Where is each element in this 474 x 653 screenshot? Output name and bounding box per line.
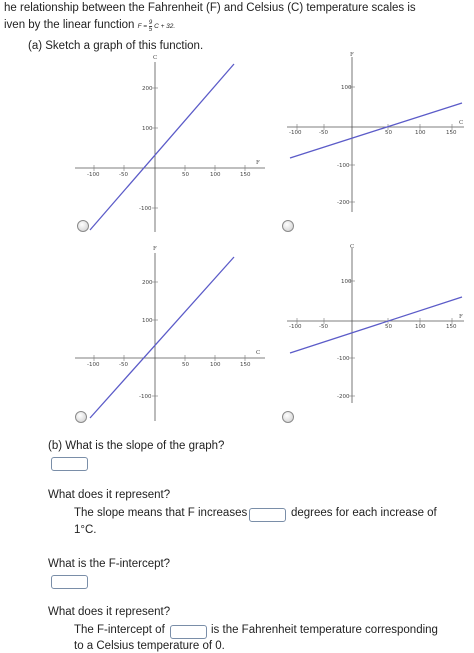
graph-1-xtick: -50	[119, 172, 128, 178]
graph-3-radio[interactable]	[75, 411, 87, 423]
slope-question: (b) What is the slope of the graph?	[48, 440, 225, 452]
graph-2-radio[interactable]	[282, 220, 294, 232]
graph-3-line	[90, 257, 234, 418]
graph-2-xtick: 100	[415, 130, 426, 136]
graph-2-xtick: -50	[319, 130, 328, 136]
graph-1-xtick: 50	[182, 172, 189, 178]
graph-3-y-label: F	[153, 246, 157, 252]
slope-explanation-pre: The slope means that F increases	[74, 507, 248, 519]
graph-4-xtick: 150	[446, 324, 457, 330]
graph-3-xtick: 150	[240, 362, 251, 368]
graph-3-xtick: 50	[182, 362, 189, 368]
graph-2-ytick: -200	[337, 200, 350, 206]
slope-unit: 1°C.	[74, 524, 97, 536]
graph-1-ytick: 200	[142, 86, 153, 92]
graph-4-xtick: 50	[385, 324, 392, 330]
slope-degrees-input[interactable]	[249, 508, 286, 522]
graph-4-xtick: -50	[319, 324, 328, 330]
graph-2-line	[290, 103, 462, 158]
intro-line-2: iven by the linear function F = $\frac{9}{5}$ C + 32.	[4, 19, 176, 33]
graph-1	[60, 52, 280, 237]
graph-4-ytick: 100	[341, 279, 352, 285]
graph-1-xtick: -100	[87, 172, 100, 178]
graph-4-ytick: -200	[337, 394, 350, 400]
part-a-label: (a) Sketch a graph of this function.	[28, 40, 204, 52]
graph-1-line	[90, 64, 234, 230]
graph-1-ytick: -100	[139, 206, 152, 212]
graph-1-x-label: F	[256, 160, 260, 166]
intro-line-1: he relationship between the Fahrenheit (F) and Celsius (C) temperature scales is	[4, 2, 416, 14]
intercept-value-input[interactable]	[170, 625, 207, 639]
graph-2-xtick: -100	[289, 130, 302, 136]
intercept-explanation-post: is the Fahrenheit temperature corresponding	[211, 624, 438, 636]
graph-2-x-label: C	[459, 120, 464, 126]
graph-4-xtick: -100	[289, 324, 302, 330]
graph-4	[282, 243, 472, 408]
graph-2-xtick: 50	[385, 130, 392, 136]
graph-4-x-label: F	[459, 314, 463, 320]
graph-4-radio[interactable]	[282, 411, 294, 423]
graph-3	[60, 243, 280, 423]
graph-2	[282, 52, 472, 217]
graph-1-ytick: 100	[142, 126, 153, 132]
graph-3-xtick: -100	[87, 362, 100, 368]
graph-1-xtick: 150	[240, 172, 251, 178]
graph-3-xtick: 100	[210, 362, 221, 368]
represent-question-1: What does it represent?	[48, 489, 171, 501]
graph-3-x-label: C	[256, 350, 261, 356]
graph-3-ytick: -100	[139, 394, 152, 400]
graph-4-ytick: -100	[337, 356, 350, 362]
graph-4-y-label: C	[350, 244, 355, 250]
represent-question-2: What does it represent?	[48, 606, 171, 618]
formula: F = $\frac{9}{5}$ C + 32.	[137, 19, 176, 33]
graph-3-ytick: 200	[142, 280, 153, 286]
graph-4-line	[290, 297, 462, 353]
intercept-answer-input[interactable]	[51, 575, 88, 589]
graph-2-xtick: 150	[446, 130, 457, 136]
intercept-question: What is the F-intercept?	[48, 558, 171, 570]
intercept-explanation-line2: to a Celsius temperature of 0.	[74, 640, 225, 652]
slope-answer-input[interactable]	[51, 457, 88, 471]
graph-2-ytick: 100	[341, 85, 352, 91]
graph-1-radio[interactable]	[77, 220, 89, 232]
graph-1-xtick: 100	[210, 172, 221, 178]
graph-1-y-label: C	[153, 55, 158, 61]
intercept-explanation-pre: The F-intercept of	[74, 624, 165, 636]
slope-explanation-post: degrees for each increase of	[291, 507, 437, 519]
graph-3-ytick: 100	[142, 318, 153, 324]
graph-3-xtick: -50	[119, 362, 128, 368]
graph-2-y-label: F	[350, 52, 354, 58]
graph-2-ytick: -100	[337, 163, 350, 169]
graph-4-xtick: 100	[415, 324, 426, 330]
